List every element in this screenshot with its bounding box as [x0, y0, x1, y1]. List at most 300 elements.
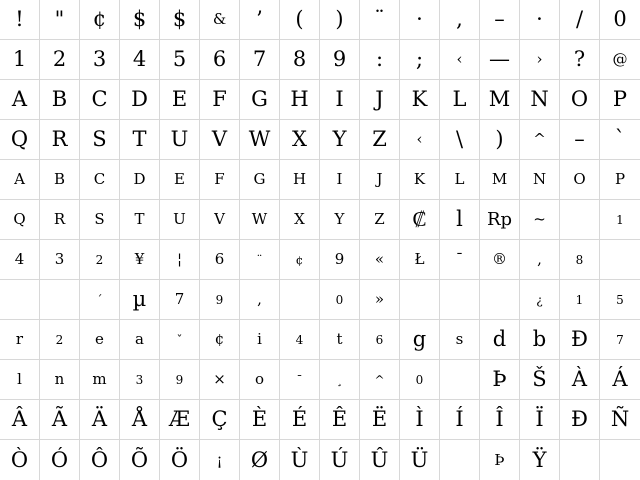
- glyph-cell[interactable]: [40, 360, 80, 400]
- glyph-cell[interactable]: [400, 200, 440, 240]
- glyph-cell[interactable]: [600, 320, 640, 360]
- glyph-character: ×: [213, 370, 226, 388]
- glyph-cell[interactable]: [240, 80, 280, 120]
- glyph-cell[interactable]: [320, 160, 360, 200]
- glyph-cell[interactable]: [240, 200, 280, 240]
- glyph-character: D: [131, 87, 148, 111]
- glyph-character: Ñ: [610, 407, 630, 431]
- glyph-cell[interactable]: [360, 80, 400, 120]
- glyph-character: 7: [174, 290, 185, 308]
- glyph-cell[interactable]: [200, 0, 240, 40]
- glyph-character: À: [571, 367, 588, 391]
- glyph-character: ‹: [456, 50, 463, 68]
- glyph-cell[interactable]: [520, 80, 560, 120]
- glyph-cell[interactable]: [0, 40, 40, 80]
- glyph-cell[interactable]: [0, 80, 40, 120]
- glyph-cell[interactable]: [200, 40, 240, 80]
- glyph-character: X: [294, 210, 305, 228]
- glyph-cell[interactable]: [400, 0, 440, 40]
- glyph-cell[interactable]: [480, 240, 520, 280]
- glyph-cell[interactable]: [600, 120, 640, 160]
- glyph-character: U: [173, 210, 186, 228]
- glyph-character: N: [530, 87, 549, 111]
- glyph-character: –: [494, 7, 505, 31]
- glyph-cell[interactable]: [520, 440, 560, 480]
- glyph-cell[interactable]: [560, 200, 600, 240]
- glyph-character: X: [292, 127, 307, 151]
- glyph-character: A: [11, 87, 28, 111]
- glyph-cell[interactable]: [320, 440, 360, 480]
- glyph-cell[interactable]: [440, 440, 480, 480]
- glyph-cell[interactable]: [560, 440, 600, 480]
- glyph-cell[interactable]: [520, 0, 560, 40]
- glyph-cell[interactable]: [80, 280, 120, 320]
- glyph-character: b: [532, 327, 547, 351]
- glyph-cell[interactable]: [120, 320, 160, 360]
- glyph-cell[interactable]: [280, 320, 320, 360]
- glyph-cell[interactable]: [400, 240, 440, 280]
- glyph-character: M: [491, 170, 508, 188]
- glyph-cell[interactable]: [360, 240, 400, 280]
- glyph-cell[interactable]: [120, 440, 160, 480]
- glyph-cell[interactable]: [120, 80, 160, 120]
- glyph-cell[interactable]: [400, 400, 440, 440]
- glyph-cell[interactable]: [160, 160, 200, 200]
- glyph-cell[interactable]: [600, 360, 640, 400]
- glyph-cell[interactable]: [360, 440, 400, 480]
- glyph-cell[interactable]: [320, 40, 360, 80]
- glyph-character: o: [254, 370, 265, 388]
- glyph-cell[interactable]: [200, 440, 240, 480]
- glyph-cell[interactable]: [200, 400, 240, 440]
- glyph-cell[interactable]: [40, 440, 80, 480]
- glyph-cell[interactable]: [0, 320, 40, 360]
- glyph-cell[interactable]: [320, 240, 360, 280]
- glyph-cell[interactable]: [400, 40, 440, 80]
- glyph-cell[interactable]: [480, 280, 520, 320]
- glyph-cell[interactable]: [440, 200, 480, 240]
- glyph-character: 7: [616, 332, 624, 347]
- glyph-character: 0: [613, 7, 627, 31]
- glyph-character: I: [335, 87, 344, 111]
- glyph-cell[interactable]: [240, 400, 280, 440]
- glyph-cell[interactable]: [440, 0, 480, 40]
- glyph-character: 0: [415, 372, 424, 387]
- glyph-character: ·: [536, 7, 543, 31]
- glyph-cell[interactable]: [160, 280, 200, 320]
- glyph-cell[interactable]: [40, 160, 80, 200]
- glyph-cell[interactable]: [160, 80, 200, 120]
- glyph-cell[interactable]: [560, 360, 600, 400]
- glyph-character: T: [134, 210, 145, 228]
- glyph-cell[interactable]: [240, 120, 280, 160]
- glyph-cell[interactable]: [600, 240, 640, 280]
- glyph-character: l: [456, 207, 463, 231]
- glyph-character: L: [452, 87, 467, 111]
- glyph-character: $: [132, 7, 147, 31]
- glyph-cell[interactable]: [360, 360, 400, 400]
- glyph-cell[interactable]: [40, 200, 80, 240]
- glyph-character: ~: [533, 210, 546, 228]
- glyph-cell[interactable]: [320, 280, 360, 320]
- glyph-character: ›: [536, 50, 543, 68]
- glyph-cell[interactable]: [160, 400, 200, 440]
- glyph-cell[interactable]: [240, 0, 280, 40]
- glyph-character: Ê: [331, 407, 348, 431]
- glyph-character: P: [612, 87, 628, 111]
- glyph-cell[interactable]: [360, 400, 400, 440]
- glyph-character: ´: [96, 292, 103, 307]
- glyph-cell[interactable]: [160, 440, 200, 480]
- glyph-cell[interactable]: [400, 360, 440, 400]
- glyph-cell[interactable]: [440, 40, 480, 80]
- glyph-cell[interactable]: [480, 80, 520, 120]
- glyph-cell[interactable]: [0, 120, 40, 160]
- glyph-cell[interactable]: [520, 360, 560, 400]
- glyph-cell[interactable]: [600, 40, 640, 80]
- glyph-cell[interactable]: [240, 320, 280, 360]
- glyph-cell[interactable]: [160, 360, 200, 400]
- glyph-cell[interactable]: [280, 0, 320, 40]
- glyph-cell[interactable]: [80, 120, 120, 160]
- glyph-cell[interactable]: [560, 0, 600, 40]
- glyph-cell[interactable]: [200, 280, 240, 320]
- glyph-cell[interactable]: [520, 160, 560, 200]
- glyph-cell[interactable]: [440, 400, 480, 440]
- glyph-character: ¯: [455, 250, 464, 268]
- glyph-cell[interactable]: [560, 240, 600, 280]
- glyph-character: 2: [52, 47, 67, 71]
- glyph-character: C: [91, 87, 108, 111]
- glyph-character: a: [135, 330, 144, 348]
- glyph-cell[interactable]: [480, 400, 520, 440]
- glyph-character: 5: [616, 292, 624, 307]
- glyph-character: 7: [252, 47, 267, 71]
- glyph-cell[interactable]: [480, 120, 520, 160]
- glyph-cell[interactable]: [200, 320, 240, 360]
- glyph-cell[interactable]: [400, 160, 440, 200]
- glyph-cell[interactable]: [400, 440, 440, 480]
- glyph-character: 4: [132, 47, 147, 71]
- glyph-cell[interactable]: [600, 160, 640, 200]
- glyph-cell[interactable]: [480, 0, 520, 40]
- glyph-cell[interactable]: [40, 80, 80, 120]
- glyph-character: Y: [332, 127, 347, 151]
- glyph-cell[interactable]: [440, 360, 480, 400]
- glyph-character: Ö: [170, 447, 189, 472]
- glyph-character: 3: [92, 47, 107, 71]
- glyph-cell[interactable]: [240, 440, 280, 480]
- glyph-character: I: [336, 170, 343, 188]
- glyph-cell[interactable]: [120, 240, 160, 280]
- glyph-character: Ÿ: [532, 447, 547, 472]
- glyph-cell[interactable]: [160, 120, 200, 160]
- glyph-character: Ù: [290, 447, 309, 472]
- glyph-character: ,: [257, 290, 262, 308]
- glyph-cell[interactable]: [440, 240, 480, 280]
- glyph-cell[interactable]: [160, 40, 200, 80]
- glyph-character: D: [133, 170, 146, 188]
- glyph-cell[interactable]: [320, 80, 360, 120]
- glyph-cell[interactable]: [0, 440, 40, 480]
- glyph-cell[interactable]: [160, 240, 200, 280]
- glyph-cell[interactable]: [520, 200, 560, 240]
- glyph-character: Ð: [571, 407, 588, 431]
- glyph-cell[interactable]: [520, 120, 560, 160]
- glyph-character: F: [212, 87, 227, 111]
- glyph-cell[interactable]: [280, 440, 320, 480]
- glyph-cell[interactable]: [280, 120, 320, 160]
- glyph-character: 1: [575, 292, 584, 307]
- glyph-cell[interactable]: [120, 0, 160, 40]
- glyph-cell[interactable]: [440, 120, 480, 160]
- glyph-cell[interactable]: [40, 240, 80, 280]
- glyph-cell[interactable]: [440, 280, 480, 320]
- glyph-cell[interactable]: [200, 360, 240, 400]
- glyph-cell[interactable]: [480, 200, 520, 240]
- glyph-character: ¥: [134, 250, 145, 268]
- glyph-character: 8: [575, 252, 584, 267]
- glyph-cell[interactable]: [80, 360, 120, 400]
- glyph-cell[interactable]: [520, 240, 560, 280]
- glyph-cell[interactable]: [560, 320, 600, 360]
- glyph-cell[interactable]: [160, 200, 200, 240]
- glyph-cell[interactable]: [40, 120, 80, 160]
- glyph-cell[interactable]: [120, 200, 160, 240]
- glyph-character: P: [614, 170, 626, 188]
- glyph-cell[interactable]: [120, 400, 160, 440]
- glyph-character: Z: [374, 210, 385, 228]
- glyph-character: Ø: [250, 447, 269, 472]
- glyph-cell[interactable]: [40, 400, 80, 440]
- glyph-character: Õ: [130, 447, 149, 472]
- glyph-cell[interactable]: [40, 280, 80, 320]
- glyph-character: ¦: [176, 250, 183, 268]
- glyph-character: W: [248, 127, 271, 151]
- glyph-character: G: [253, 170, 266, 188]
- glyph-character: i: [257, 330, 262, 348]
- glyph-cell[interactable]: [280, 400, 320, 440]
- glyph-character: Ü: [410, 447, 429, 472]
- glyph-cell[interactable]: [480, 320, 520, 360]
- glyph-cell[interactable]: [240, 360, 280, 400]
- glyph-character: 2: [55, 332, 64, 347]
- glyph-cell[interactable]: [480, 440, 520, 480]
- glyph-cell[interactable]: [120, 160, 160, 200]
- glyph-character: `: [614, 127, 626, 151]
- glyph-character: É: [291, 407, 308, 431]
- glyph-character: N: [532, 170, 547, 188]
- glyph-cell[interactable]: [120, 120, 160, 160]
- glyph-cell[interactable]: [80, 80, 120, 120]
- glyph-cell[interactable]: [360, 120, 400, 160]
- glyph-cell[interactable]: [280, 240, 320, 280]
- glyph-cell[interactable]: [560, 280, 600, 320]
- glyph-cell[interactable]: [360, 40, 400, 80]
- glyph-cell[interactable]: [200, 120, 240, 160]
- glyph-character: 0: [335, 292, 344, 307]
- glyph-cell[interactable]: [40, 40, 80, 80]
- glyph-cell[interactable]: [80, 440, 120, 480]
- glyph-cell[interactable]: [520, 320, 560, 360]
- glyph-cell[interactable]: [320, 120, 360, 160]
- glyph-cell[interactable]: [120, 360, 160, 400]
- glyph-cell[interactable]: [560, 400, 600, 440]
- glyph-cell[interactable]: [240, 240, 280, 280]
- glyph-cell[interactable]: [400, 320, 440, 360]
- glyph-character: Ł: [414, 250, 425, 268]
- glyph-cell[interactable]: [360, 320, 400, 360]
- glyph-cell[interactable]: [440, 160, 480, 200]
- glyph-cell[interactable]: [160, 320, 200, 360]
- glyph-character: 3: [54, 250, 65, 268]
- glyph-cell[interactable]: [280, 360, 320, 400]
- glyph-character: 6: [214, 250, 225, 268]
- glyph-cell[interactable]: [360, 160, 400, 200]
- glyph-cell[interactable]: [240, 40, 280, 80]
- glyph-cell[interactable]: [480, 360, 520, 400]
- glyph-character: J: [375, 87, 384, 111]
- glyph-character: È: [251, 407, 268, 431]
- glyph-cell[interactable]: [560, 120, 600, 160]
- glyph-cell[interactable]: [80, 160, 120, 200]
- glyph-character: H: [290, 87, 309, 111]
- glyph-character: Î: [495, 407, 504, 431]
- glyph-character: Ç: [211, 407, 228, 431]
- glyph-cell[interactable]: [280, 160, 320, 200]
- glyph-character: Z: [372, 127, 387, 151]
- glyph-cell[interactable]: [520, 400, 560, 440]
- glyph-character: (: [295, 7, 304, 31]
- glyph-cell[interactable]: [0, 160, 40, 200]
- glyph-character: B: [51, 87, 68, 111]
- glyph-cell[interactable]: [480, 40, 520, 80]
- glyph-cell[interactable]: [320, 200, 360, 240]
- glyph-cell[interactable]: [320, 360, 360, 400]
- glyph-cell[interactable]: [200, 240, 240, 280]
- glyph-cell[interactable]: [80, 400, 120, 440]
- glyph-cell[interactable]: [80, 0, 120, 40]
- glyph-cell[interactable]: [600, 0, 640, 40]
- glyph-cell[interactable]: [600, 80, 640, 120]
- glyph-character: ¯: [296, 372, 303, 387]
- glyph-character: ¨: [256, 252, 263, 267]
- glyph-cell[interactable]: [520, 40, 560, 80]
- glyph-character: l: [17, 370, 22, 388]
- glyph-character: Ï: [535, 407, 544, 431]
- glyph-character: /: [575, 7, 584, 31]
- glyph-character: –: [574, 127, 585, 151]
- glyph-character: Æ: [168, 407, 191, 431]
- glyph-character: 9: [332, 47, 347, 71]
- glyph-cell[interactable]: [240, 280, 280, 320]
- glyph-character: K: [411, 87, 428, 111]
- glyph-cell[interactable]: [0, 400, 40, 440]
- glyph-character: Ä: [91, 407, 108, 431]
- glyph-character: Û: [370, 447, 389, 472]
- glyph-cell[interactable]: [80, 320, 120, 360]
- glyph-cell[interactable]: [360, 200, 400, 240]
- glyph-character: n: [54, 370, 65, 388]
- glyph-cell[interactable]: [40, 0, 80, 40]
- glyph-cell[interactable]: [560, 160, 600, 200]
- glyph-cell[interactable]: [240, 160, 280, 200]
- glyph-cell[interactable]: [0, 280, 40, 320]
- glyph-character: «: [374, 250, 385, 268]
- glyph-cell[interactable]: [280, 80, 320, 120]
- glyph-cell[interactable]: [80, 240, 120, 280]
- glyph-character: Á: [612, 367, 628, 391]
- glyph-character: U: [170, 127, 189, 151]
- glyph-cell[interactable]: [600, 440, 640, 480]
- glyph-cell[interactable]: [320, 0, 360, 40]
- glyph-cell[interactable]: [280, 40, 320, 80]
- glyph-character: g: [412, 327, 427, 351]
- glyph-cell[interactable]: [200, 160, 240, 200]
- glyph-cell[interactable]: [600, 400, 640, 440]
- glyph-character: ,: [537, 250, 542, 268]
- glyph-cell[interactable]: [520, 280, 560, 320]
- glyph-cell[interactable]: [400, 80, 440, 120]
- glyph-cell[interactable]: [560, 40, 600, 80]
- glyph-cell[interactable]: [360, 0, 400, 40]
- glyph-cell[interactable]: [280, 200, 320, 240]
- glyph-cell[interactable]: [360, 280, 400, 320]
- glyph-character: ¸: [336, 372, 343, 387]
- glyph-cell[interactable]: [200, 200, 240, 240]
- glyph-character: Ô: [90, 447, 109, 472]
- glyph-character: 4: [295, 332, 304, 347]
- glyph-cell[interactable]: [120, 280, 160, 320]
- glyph-cell[interactable]: [600, 280, 640, 320]
- glyph-character: S: [94, 210, 105, 228]
- glyph-cell[interactable]: [0, 0, 40, 40]
- glyph-cell[interactable]: [400, 280, 440, 320]
- glyph-character: L: [454, 170, 465, 188]
- glyph-cell[interactable]: [0, 360, 40, 400]
- glyph-cell[interactable]: [200, 80, 240, 120]
- glyph-cell[interactable]: [80, 200, 120, 240]
- glyph-cell[interactable]: [40, 320, 80, 360]
- glyph-cell[interactable]: [440, 320, 480, 360]
- glyph-character: ¨: [374, 7, 385, 31]
- glyph-cell[interactable]: [80, 40, 120, 80]
- glyph-cell[interactable]: [560, 80, 600, 120]
- glyph-cell[interactable]: [280, 280, 320, 320]
- glyph-character: ^: [374, 372, 385, 387]
- glyph-cell[interactable]: [0, 200, 40, 240]
- glyph-character: 6: [212, 47, 227, 71]
- glyph-character: d: [492, 327, 507, 351]
- glyph-cell[interactable]: [0, 240, 40, 280]
- glyph-character: O: [573, 170, 586, 188]
- glyph-character: 9: [215, 292, 224, 307]
- glyph-cell[interactable]: [320, 320, 360, 360]
- glyph-cell[interactable]: [160, 0, 200, 40]
- glyph-cell[interactable]: [400, 120, 440, 160]
- glyph-character: Š: [532, 367, 547, 391]
- glyph-character: G: [251, 87, 268, 111]
- glyph-character: ): [495, 127, 504, 151]
- glyph-cell[interactable]: [120, 40, 160, 80]
- glyph-cell[interactable]: [480, 160, 520, 200]
- glyph-character: 1: [12, 47, 27, 71]
- glyph-cell[interactable]: [320, 400, 360, 440]
- glyph-character: Q: [13, 210, 26, 228]
- glyph-character: µ: [132, 287, 147, 311]
- glyph-cell[interactable]: [440, 80, 480, 120]
- glyph-cell[interactable]: [600, 200, 640, 240]
